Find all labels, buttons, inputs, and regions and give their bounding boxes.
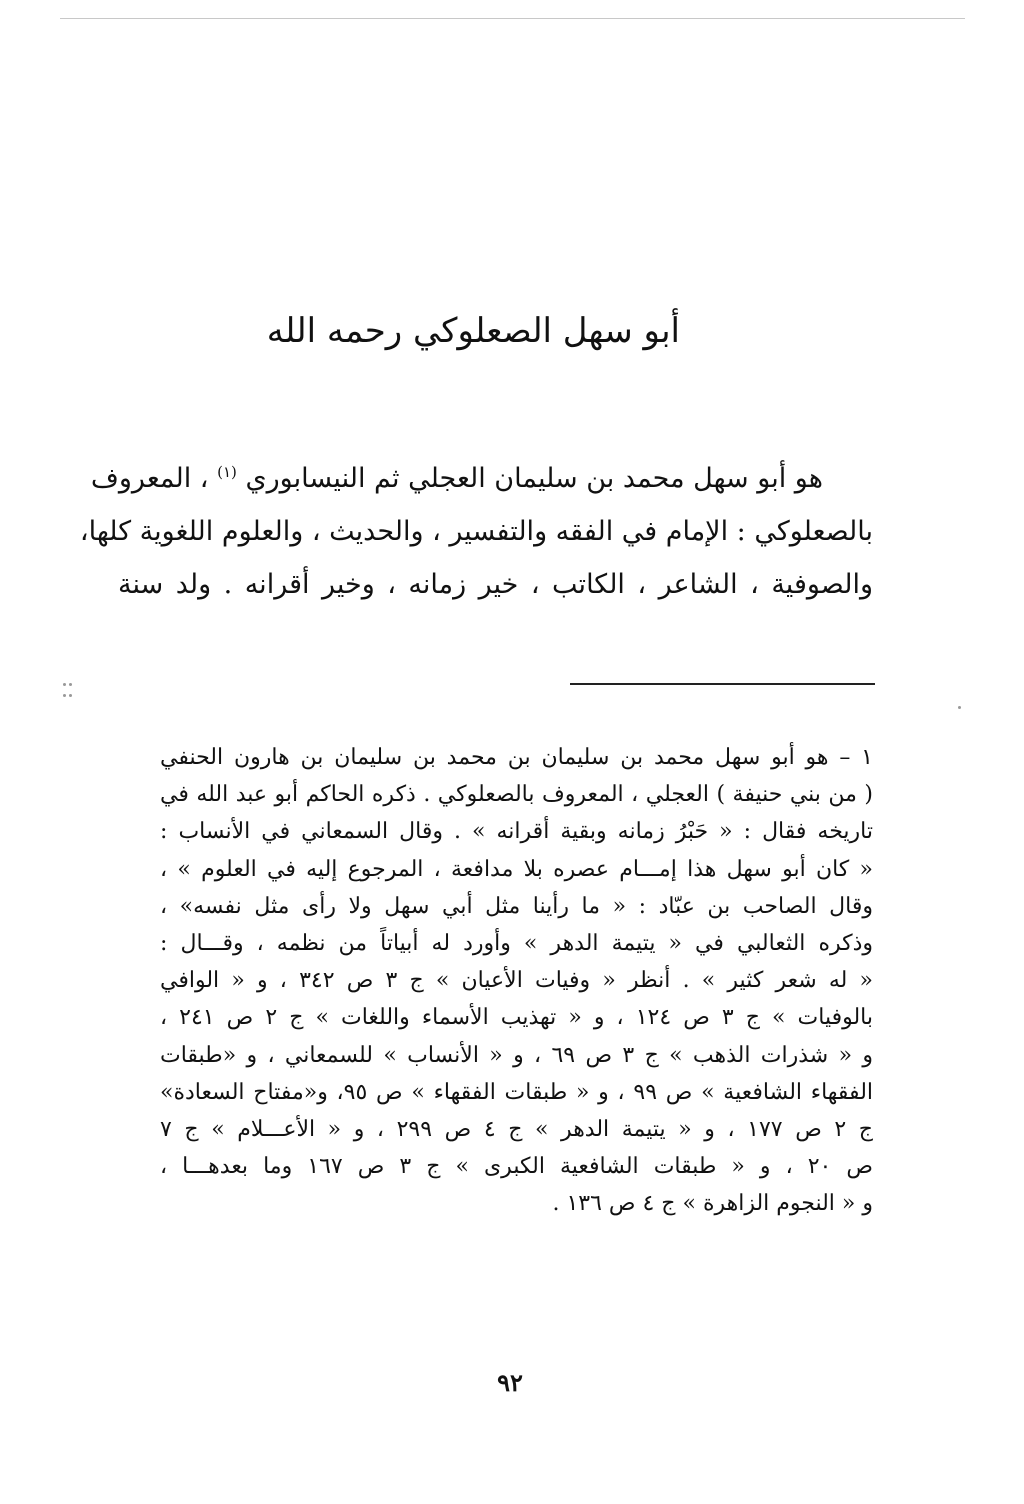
footnote-line: ( من بني حنيفة ) العجلي ، المعروف بالصعلوكي . ذكره الحاكم أبو عبد الله في	[160, 782, 873, 808]
footnote-line: الفقهاء الشافعية » ص ٩٩ ، و « طبقات الفقهاء » ص ٩٥، و«مفتاح السعادة»	[160, 1079, 874, 1105]
main-text-line-1-end: ، المعروف	[90, 463, 209, 494]
chapter-title: أبو سهل الصعلوكي رحمه الله	[266, 311, 680, 351]
footnote-line: ج ٢ ص ١٧٧ ، و « يتيمة الدهر » ج ٤ ص ٢٩٩ ، و « الأعـــلام » ج ٧	[160, 1117, 873, 1143]
footnote-line: بالوفيات » ج ٣ ص ١٢٤ ، و « تهذيب الأسماء واللغات » ج ٢ ص ٢٤١ ،	[160, 1005, 874, 1031]
margin-speck	[69, 694, 72, 697]
footnote-line: ص ٢٠ ، و « طبقات الشافعية الكبرى » ج ٣ ص ١٦٧ وما بعدهـــا ،	[160, 1154, 873, 1180]
main-text-line-2: بالصعلوكي : الإمام في الفقه والتفسير ، والحديث ، والعلوم اللغوية كلها،	[79, 516, 873, 547]
footnote-line: وقال الصاحب بن عبّاد : « ما رأينا مثل أبي سهل ولا رأى مثل نفسه» ،	[160, 893, 873, 919]
footnote	[160, 739, 873, 1223]
main-text-line-3: والصوفية ، الشاعر ، الكاتب ، خير زمانه ، وخير أقرانه . ولد سنة	[118, 569, 873, 600]
top-rule	[60, 18, 965, 19]
margin-speck	[958, 706, 961, 709]
footnote-line: و « شذرات الذهب » ج ٣ ص ٦٩ ، و « الأنساب » للسمعاني ، و «طبقات	[160, 1042, 873, 1068]
footnote-line: « كان أبو سهل هذا إمـــام عصره بلا مدافعة ، المرجوع إليه في العلوم » ،	[160, 856, 873, 882]
margin-speck	[63, 683, 66, 686]
main-text-line-1	[90, 452, 873, 505]
margin-speck	[69, 683, 72, 686]
main-text	[79, 452, 873, 611]
footnote-line: وذكره الثعالبي في « يتيمة الدهر » وأورد له أبياتاً من نظمه ، وقـــال :	[160, 931, 873, 957]
footnote-reference: (١)	[217, 463, 237, 481]
footnote-line: « له شعر كثير » . أنظر « وفيات الأعيان » ج ٣ ص ٣٤٢ ، و « الوافي	[160, 968, 873, 994]
main-text-line-1-start: هو أبو سهل محمد بن سليمان العجلي ثم النيسابوري	[245, 463, 823, 494]
margin-speck	[63, 694, 66, 697]
page-number: ٩٢	[497, 1368, 523, 1397]
footnote-line: ١ – هو أبو سهل محمد بن سليمان بن محمد بن سليمان بن هارون الحنفي	[160, 745, 873, 770]
footnote-line: تاريخه فقال : « حَبْرُ زمانه وبقية أقرانه » . وقال السمعاني في الأنساب :	[160, 819, 873, 845]
footnote-line: و « النجوم الزاهرة » ج ٤ ص ١٣٦ .	[552, 1191, 873, 1217]
footnote-separator	[570, 683, 875, 685]
